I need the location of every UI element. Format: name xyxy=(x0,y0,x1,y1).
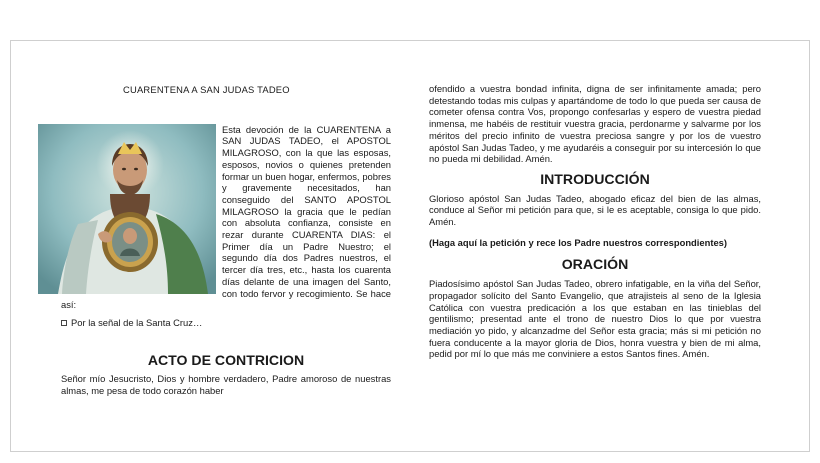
intro-block xyxy=(61,124,391,311)
bullet-line xyxy=(61,317,391,329)
act-heading: ACTO DE CONTRICION xyxy=(147,351,305,368)
document-title: CUARENTENA A SAN JUDAS TADEO xyxy=(123,84,290,95)
checkbox-icon xyxy=(61,320,67,326)
saint-illustration xyxy=(38,124,216,294)
oracion-heading: ORACIÓN xyxy=(561,256,629,273)
oracion-paragraph: Piadosísimo apóstol San Judas Tadeo, obrero infatigable, en la viña del Señor, propagador solícito del Santo Evangelio, que atrajisteis al seno de la Iglesia Católica con vuestra predicación a los que estaban en las tinieblas del gentilismo; presentad ante el trono de nuestro Dios lo que por vuestra mediación yo pido, y alcanzadme del Señor esta gracia; más si mi petición no fuera conducente a la mayor gloria de Dios, honra vuestra y bien de mi alma, pedid por mí lo que más me conviniere a estos Santos fines. Amén. xyxy=(429,278,761,360)
intro-prayer: Glorioso apóstol San Judas Tadeo, abogado eficaz del bien de las almas, conduce al Señor mi petición para que, si le es aceptable, consiga lo que pido. Amén. xyxy=(429,192,761,228)
left-column xyxy=(61,84,391,397)
intro-paragraph: Esta devoción de la CUARENTENA a SAN JUDAS TADEO, el APOSTOL MILAGROSO, con la que las esposas, esposos, novios o quienes pretenden formar un buen hogar, enfermos, pobres y gravemente necesitados, han conseguido del SANTO APOSTOL MILAGROSO la gracia que le pedían con absoluta confianza, consiste en rezar durante CUARENTA DIAS: el Primer día un Padre Nuestro; el segundo día dos Padres nuestros, el tercer día tres, etc., hasta los cuarenta días delante de una imagen del Santo, con todo fervor y recogimiento. Se hace así: xyxy=(61,123,391,311)
document-page xyxy=(10,40,810,452)
act-paragraph: Señor mío Jesucristo, Dios y hombre verdadero, Padre amoroso de nuestras almas, me pesa de todo corazón haber xyxy=(61,373,391,397)
saint-judas-image xyxy=(38,124,216,294)
bullet-text: Por la señal de la Santa Cruz… xyxy=(71,316,203,328)
continued-paragraph: ofendido a vuestra bondad infinita, digna de ser infinitamente amada; pero detestando todas mis culpas y apartándome de todo lo que pueda ser causa de cometer ofensa contra Vos, propongo confesarlas y espero de vuestra piedad inmensa, me habéis de restituir vuestra gracia, perdonarme y salvarme por los méritos del precio infinito de vuestra preciosa sangre y por los de vuestro apóstol San Judas Tadeo, y me ayudaréis a conseguir por su intercesión lo que no pueda mi debilidad. Amén. xyxy=(429,83,761,165)
petition-instruction: (Haga aquí la petición y rece los Padre nuestros correspondientes) xyxy=(429,236,728,248)
right-column xyxy=(429,83,761,360)
intro-heading: INTRODUCCIÓN xyxy=(540,170,650,187)
